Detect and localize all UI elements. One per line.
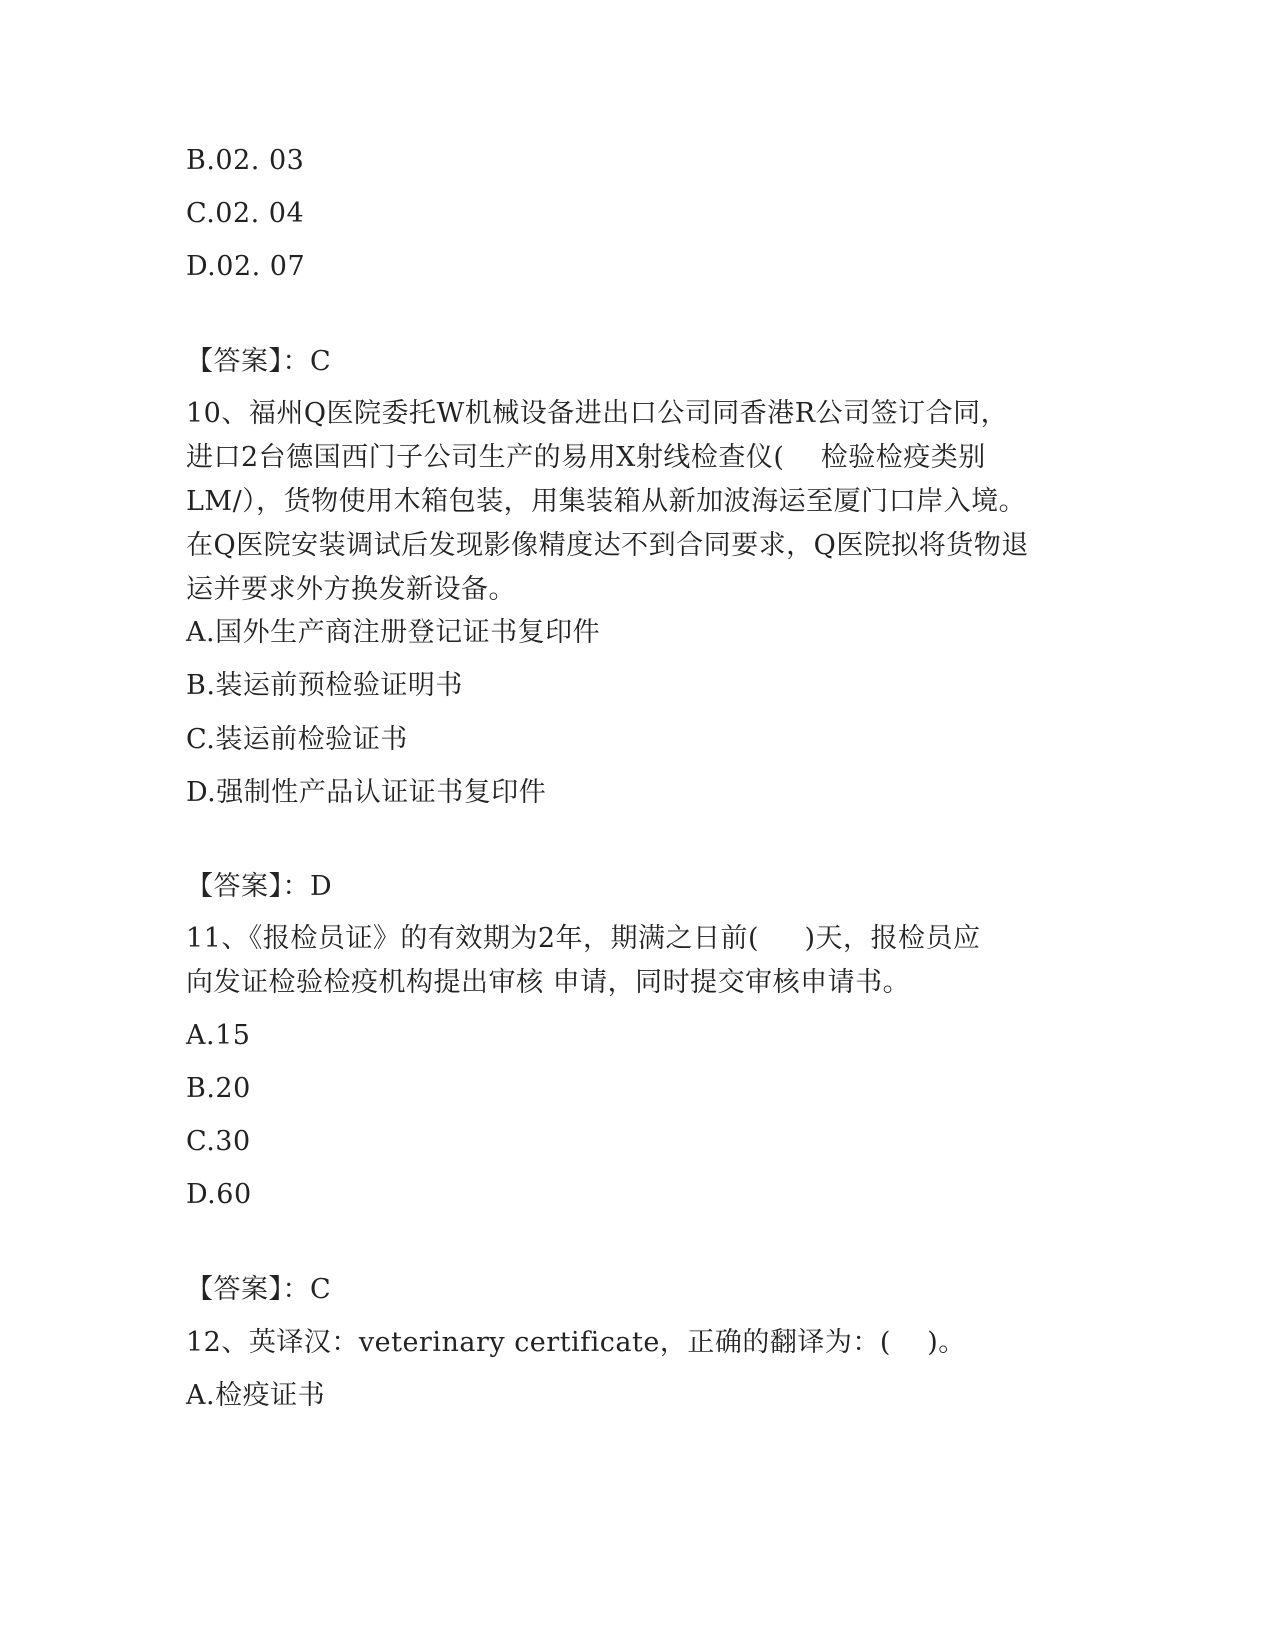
q10-stem <box>186 392 1086 612</box>
q11-option-d: D.60 <box>186 1179 252 1210</box>
q11-stem-line: 向发证检验检疫机构提出审核 申请，同时提交审核申请书。 <box>186 967 911 998</box>
q9-option-d: D.02. 07 <box>186 251 306 282</box>
q10-option-d: D.强制性产品认证证书复印件 <box>186 777 547 808</box>
q9-answer: 【答案】：C <box>186 346 332 377</box>
q11-option-b: B.20 <box>186 1073 251 1104</box>
q10-option-b: B.装运前预检验证明书 <box>186 670 463 701</box>
q10-answer: 【答案】：D <box>186 871 333 902</box>
q12-option-a: A.检疫证书 <box>186 1380 326 1411</box>
q11-stem-line: 11、《报检员证》的有效期为2年，期满之日前( )天，报检员应 <box>186 923 981 954</box>
q10-stem-line: 在Q医院安装调试后发现影像精度达不到合同要求，Q医院拟将货物退 <box>186 530 1029 561</box>
q11-option-c: C.30 <box>186 1126 251 1157</box>
q11-answer: 【答案】：C <box>186 1274 332 1305</box>
q10-stem-line: LM/），货物使用木箱包装，用集装箱从新加波海运至厦门口岸入境。 <box>186 486 1027 517</box>
q10-option-c: C.装运前检验证书 <box>186 724 408 755</box>
q11-stem <box>186 917 1086 1005</box>
q12-stem: 12、英译汉：veterinary certificate，正确的翻译为：( )。 <box>186 1327 966 1358</box>
q10-stem-line: 10、福州Q医院委托W机械设备进出口公司同香港R公司签订合同， <box>186 398 1009 429</box>
q10-option-a: A.国外生产商注册登记证书复印件 <box>186 617 601 648</box>
q11-option-a: A.15 <box>186 1020 251 1051</box>
q9-option-b: B.02. 03 <box>186 145 305 176</box>
q10-stem-line: 运并要求外方换发新设备。 <box>186 574 516 605</box>
q10-stem-line: 进口2台德国西门子公司生产的易用X射线检查仪( 检验检疫类别 <box>186 442 986 473</box>
q9-option-c: C.02. 04 <box>186 198 305 229</box>
